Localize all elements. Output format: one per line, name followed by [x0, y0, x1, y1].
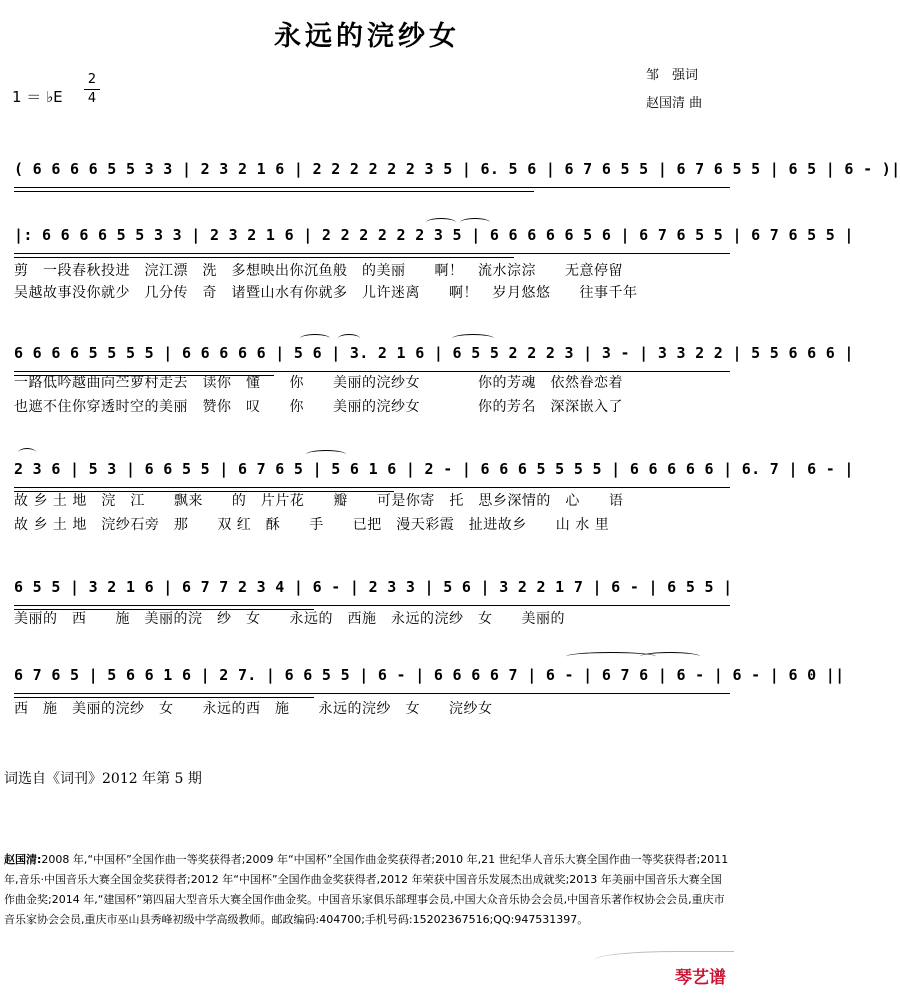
notation-row: 6 7 6 5 | 5 6 6 1 6 | 2 7. | 6 6 5 5 | 6 - | 6 6 6 6 7 | 6 - | 6 7 6 | 6 - | 6 - | 6 0 || [14, 666, 845, 684]
lyrics-verse-2: 也遮不住你穿透时空的美丽 赞你 叹 你 美丽的浣纱女 你的芳名 深深嵌入了 [14, 399, 623, 415]
notation-row: 6 6 6 6 5 5 5 5 | 6 6 6 6 6 | 5 6 | 3. 2 1 6 | 6 5 5 2 2 2 3 | 3 - | 3 3 2 2 | 5 5 6 6 6 | [14, 344, 854, 362]
lyrics-verse-1: 一路低吟越曲向苎萝村走去 读你 懂 你 美丽的浣纱女 你的芳魂 依然眷恋着 [14, 375, 623, 391]
notation-row: ( 6 6 6 6 5 5 3 3 | 2 3 2 1 6 | 2 2 2 2 2 2 3 5 | 6. 5 6 | 6 7 6 5 5 | 6 7 6 5 5 | 6 5 | 6 - )| [14, 160, 900, 178]
time-signature-top: 2 [87, 72, 97, 87]
composer-bio-name: 赵国清: [4, 853, 42, 866]
time-signature [82, 72, 102, 107]
composer-bio [4, 850, 730, 930]
lyricist-credit: 邹 强词 [646, 68, 699, 83]
song-title: 永远的浣纱女 [274, 21, 460, 52]
lyrics-source-note: 词选自《词刊》2012 年第 5 期 [4, 771, 202, 787]
lyrics-ending: 西 施 美丽的浣纱 女 永远的西 施 永远的浣纱 女 浣纱女 [14, 701, 493, 717]
watermark-logo: 琴艺谱 [675, 968, 726, 988]
time-signature-bottom: 4 [87, 91, 97, 106]
score-line-5 [0, 666, 845, 816]
notation-row: 6 5 5 | 3 2 1 6 | 6 7 7 2 3 4 | 6 - | 2 3 3 | 5 6 | 3 2 2 1 7 | 6 - | 6 5 5 | [14, 578, 733, 596]
notation-row: |: 6 6 6 6 5 5 3 3 | 2 3 2 1 6 | 2 2 2 2 2 2 3 5 | 6 6 6 6 6 5 6 | 6 7 6 5 5 | 6 7 6 5 5 | [14, 226, 854, 244]
lyrics-verse-2: 故 乡 土 地 浣纱石旁 那 双 红 酥 手 已把 漫天彩霞 扯进故乡 山 水 里 [14, 517, 610, 533]
lyrics-verse-1: 剪 一段春秋投进 浣江漂 洗 多想映出你沉鱼般 的美丽 啊！ 流水淙淙 无意停留 [14, 263, 623, 279]
lyrics-chorus: 美丽的 西 施 美丽的浣 纱 女 永远的 西施 永远的浣纱 女 美丽的 [14, 611, 565, 627]
composer-credit: 赵国清 曲 [646, 96, 703, 111]
lyrics-verse-1: 故 乡 土 地 浣 江 飘来 的 片片花 瓣 可是你寄 托 思乡深情的 心 语 [14, 493, 624, 509]
notation-row: 2 3 6 | 5 3 | 6 6 5 5 | 6 7 6 5 | 5 6 1 6 | 2 - | 6 6 6 5 5 5 5 | 6 6 6 6 6 | 6. 7 | 6 - | [14, 460, 854, 478]
composer-bio-text: 2008 年,“中国杯”全国作曲一等奖获得者;2009 年“中国杯”全国作曲金奖获得者;2010 年,21 世纪华人音乐大赛全国作曲一等奖获得者;2011 年,音乐·中国音乐大赛全国金奖获得者;2012 年“中国杯”全国作曲金奖获得者,2012 年荣获中国音乐发展杰出成就奖;2013 年美丽中国音乐大赛全国作曲金奖;2014 年,“建国杯”第四届大型音乐大赛全国作曲金奖。中国音乐家俱乐部理事会员,中国大众音乐协会会员,中国音乐著作权协会会员,重庆市音乐家协会会员,重庆市巫山县秀峰初级中学高级教师。邮政编码:404700;手机号码:15202367516;QQ:947531397。 [4, 853, 729, 926]
key-signature: 1 ＝ ♭E [12, 88, 63, 106]
lyrics-verse-2: 吴越故事没你就少 几分传 奇 诸暨山水有你就多 儿许迷离 啊！ 岁月悠悠 往事千年 [14, 285, 638, 301]
